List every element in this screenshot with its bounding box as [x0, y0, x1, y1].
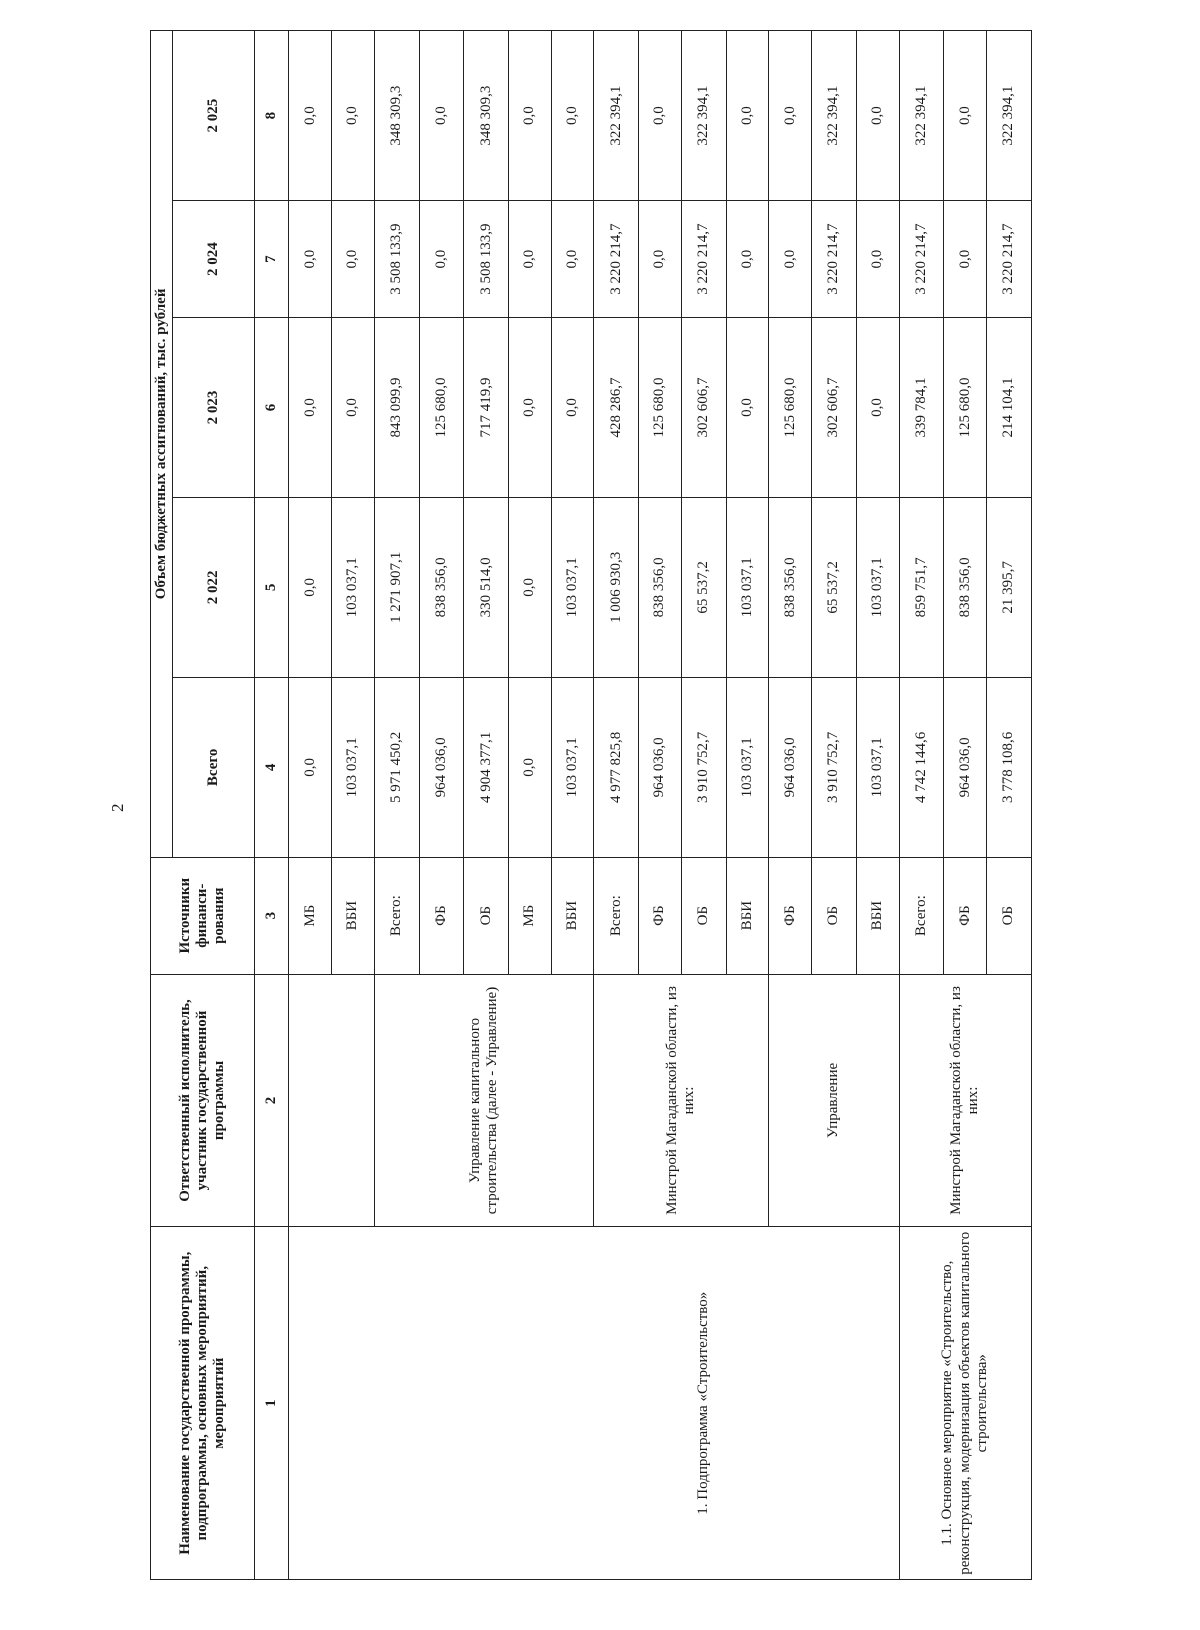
- y2022-cell: 1 271 907,1: [374, 497, 419, 677]
- column-number: 4: [254, 677, 289, 857]
- y2022-cell: 103 037,1: [551, 497, 594, 677]
- y2023-cell: 843 099,9: [374, 318, 419, 498]
- y2025-cell: 0,0: [639, 31, 682, 201]
- table-row: [289, 31, 332, 1580]
- y2022-cell: 65 537,2: [681, 497, 726, 677]
- y2025-cell: 322 394,1: [681, 31, 726, 201]
- source-cell: Всего:: [594, 857, 639, 974]
- y2022-cell: 330 514,0: [464, 497, 509, 677]
- y2022-cell: 0,0: [289, 497, 332, 677]
- header-name-column: Наименование государственной программы, подпрограммы, основных мероприятий, мероприятий: [151, 1227, 255, 1580]
- header-executor-column: Ответственный исполнитель, участник государственной программы: [151, 974, 255, 1227]
- y2024-cell: 3 220 214,7: [812, 201, 857, 318]
- y2023-cell: 339 784,1: [899, 318, 944, 498]
- y2023-cell: 125 680,0: [639, 318, 682, 498]
- y2024-cell: 3 508 133,9: [464, 201, 509, 318]
- total-cell: 964 036,0: [419, 677, 464, 857]
- header-2024: 2 024: [173, 201, 254, 318]
- y2023-cell: 302 606,7: [812, 318, 857, 498]
- table-row: [419, 31, 464, 1580]
- y2025-cell: 0,0: [289, 31, 332, 201]
- source-cell: Всего:: [899, 857, 944, 974]
- total-cell: 3 910 752,7: [681, 677, 726, 857]
- total-cell: 103 037,1: [726, 677, 769, 857]
- total-cell: 3 778 108,6: [987, 677, 1032, 857]
- y2024-cell: 0,0: [332, 201, 375, 318]
- y2025-cell: 348 309,3: [374, 31, 419, 201]
- table-row: [509, 31, 552, 1580]
- y2024-cell: 0,0: [944, 201, 987, 318]
- y2025-cell: 0,0: [944, 31, 987, 201]
- header-source-column: Источники финанси-рования: [151, 857, 255, 974]
- column-number: 3: [254, 857, 289, 974]
- y2024-cell: 3 220 214,7: [899, 201, 944, 318]
- y2023-cell: 0,0: [856, 318, 899, 498]
- y2023-cell: 0,0: [551, 318, 594, 498]
- total-cell: 4 742 144,6: [899, 677, 944, 857]
- y2022-cell: 838 356,0: [944, 497, 987, 677]
- total-cell: 0,0: [509, 677, 552, 857]
- y2024-cell: 3 220 214,7: [681, 201, 726, 318]
- y2022-cell: 1 006 930,3: [594, 497, 639, 677]
- y2022-cell: 838 356,0: [639, 497, 682, 677]
- y2025-cell: 0,0: [419, 31, 464, 201]
- y2023-cell: 125 680,0: [419, 318, 464, 498]
- y2024-cell: 0,0: [856, 201, 899, 318]
- table-row: [332, 31, 375, 1580]
- y2023-cell: 214 104,1: [987, 318, 1032, 498]
- empty-cell: [332, 1227, 375, 1580]
- executor-upravlenie-full: Управление капитального строительства (далее - Управление): [374, 974, 594, 1227]
- source-cell: ФБ: [639, 857, 682, 974]
- main-event-name: 1.1. Основное мероприятие «Строительство, реконструкция, модернизация объектов капитального строительства»: [899, 1227, 1031, 1580]
- y2025-cell: 322 394,1: [987, 31, 1032, 201]
- executor-minstroy-2: Минстрой Магаданской области, из них:: [899, 974, 1031, 1227]
- source-cell: ОБ: [812, 857, 857, 974]
- y2022-cell: 859 751,7: [899, 497, 944, 677]
- y2025-cell: 322 394,1: [594, 31, 639, 201]
- y2024-cell: 0,0: [769, 201, 812, 318]
- y2023-cell: 125 680,0: [769, 318, 812, 498]
- y2025-cell: 348 309,3: [464, 31, 509, 201]
- y2025-cell: 0,0: [769, 31, 812, 201]
- empty-cell: [289, 974, 332, 1227]
- column-number: 8: [254, 31, 289, 201]
- y2024-cell: 0,0: [551, 201, 594, 318]
- total-cell: 4 977 825,8: [594, 677, 639, 857]
- rotated-page: [150, 30, 1032, 1580]
- table-row: [464, 31, 509, 1580]
- total-cell: 4 904 377,1: [464, 677, 509, 857]
- source-cell: Всего:: [374, 857, 419, 974]
- source-cell: ВБИ: [856, 857, 899, 974]
- y2022-cell: 838 356,0: [769, 497, 812, 677]
- y2022-cell: 21 395,7: [987, 497, 1032, 677]
- source-cell: ВБИ: [726, 857, 769, 974]
- y2023-cell: 0,0: [509, 318, 552, 498]
- y2025-cell: 0,0: [726, 31, 769, 201]
- table-row: [374, 31, 419, 1580]
- total-cell: 103 037,1: [856, 677, 899, 857]
- y2024-cell: 0,0: [726, 201, 769, 318]
- y2023-cell: 0,0: [726, 318, 769, 498]
- header-2023: 2 023: [173, 318, 254, 498]
- total-cell: 103 037,1: [551, 677, 594, 857]
- y2025-cell: 322 394,1: [812, 31, 857, 201]
- y2024-cell: 3 220 214,7: [594, 201, 639, 318]
- total-cell: 103 037,1: [332, 677, 375, 857]
- source-cell: ВБИ: [332, 857, 375, 974]
- source-cell: ОБ: [987, 857, 1032, 974]
- y2022-cell: 0,0: [509, 497, 552, 677]
- y2025-cell: 0,0: [332, 31, 375, 201]
- y2024-cell: 0,0: [289, 201, 332, 318]
- y2023-cell: 717 419,9: [464, 318, 509, 498]
- total-cell: 964 036,0: [639, 677, 682, 857]
- total-cell: 3 910 752,7: [812, 677, 857, 857]
- column-number: 1: [254, 1227, 289, 1580]
- subprogram-name: 1. Подпрограмма «Строительство»: [509, 1227, 900, 1580]
- empty-cell: [332, 974, 375, 1227]
- source-cell: ВБИ: [551, 857, 594, 974]
- page-number: 2: [108, 803, 127, 812]
- column-number: 7: [254, 201, 289, 318]
- y2024-cell: 0,0: [639, 201, 682, 318]
- y2023-cell: 0,0: [289, 318, 332, 498]
- empty-cell: [374, 1227, 419, 1580]
- y2022-cell: 103 037,1: [856, 497, 899, 677]
- y2022-cell: 103 037,1: [726, 497, 769, 677]
- header-2022: 2 022: [173, 497, 254, 677]
- source-cell: ФБ: [769, 857, 812, 974]
- y2022-cell: 103 037,1: [332, 497, 375, 677]
- executor-minstroy: Минстрой Магаданской области, из них:: [594, 974, 769, 1227]
- empty-cell: [419, 1227, 464, 1580]
- header-row-1: [151, 31, 173, 1580]
- y2025-cell: 0,0: [551, 31, 594, 201]
- y2024-cell: 3 508 133,9: [374, 201, 419, 318]
- y2023-cell: 125 680,0: [944, 318, 987, 498]
- empty-cell: [464, 1227, 509, 1580]
- y2023-cell: 0,0: [332, 318, 375, 498]
- y2024-cell: 0,0: [509, 201, 552, 318]
- y2025-cell: 0,0: [856, 31, 899, 201]
- source-cell: ФБ: [944, 857, 987, 974]
- y2025-cell: 0,0: [509, 31, 552, 201]
- total-cell: 964 036,0: [769, 677, 812, 857]
- source-cell: ОБ: [464, 857, 509, 974]
- column-number: 5: [254, 497, 289, 677]
- source-cell: МБ: [289, 857, 332, 974]
- y2023-cell: 428 286,7: [594, 318, 639, 498]
- column-number: 2: [254, 974, 289, 1227]
- source-cell: ОБ: [681, 857, 726, 974]
- total-cell: 5 971 450,2: [374, 677, 419, 857]
- total-cell: 964 036,0: [944, 677, 987, 857]
- column-numbers-row: [254, 31, 289, 1580]
- header-total: Всего: [173, 677, 254, 857]
- total-cell: 0,0: [289, 677, 332, 857]
- y2023-cell: 302 606,7: [681, 318, 726, 498]
- budget-table: [150, 30, 1032, 1580]
- table-row: [899, 31, 944, 1580]
- y2022-cell: 65 537,2: [812, 497, 857, 677]
- column-number: 6: [254, 318, 289, 498]
- executor-upravlenie: Управление: [769, 974, 899, 1227]
- y2025-cell: 322 394,1: [899, 31, 944, 201]
- header-budget-group: Объем бюджетных ассигнований, тыс. рублей: [151, 31, 173, 858]
- y2022-cell: 838 356,0: [419, 497, 464, 677]
- empty-cell: [289, 1227, 332, 1580]
- y2024-cell: 3 220 214,7: [987, 201, 1032, 318]
- source-cell: МБ: [509, 857, 552, 974]
- y2024-cell: 0,0: [419, 201, 464, 318]
- header-2025: 2 025: [173, 31, 254, 201]
- source-cell: ФБ: [419, 857, 464, 974]
